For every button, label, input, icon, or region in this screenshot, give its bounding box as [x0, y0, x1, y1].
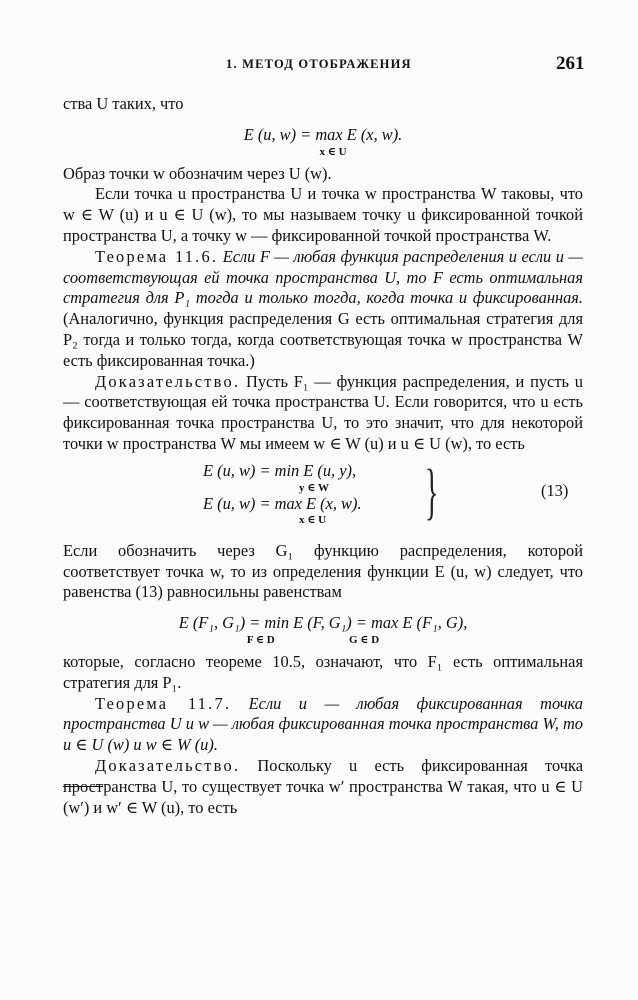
- struck-text: прост: [63, 776, 104, 796]
- theorem-label: Теорема 11.7.: [95, 693, 232, 713]
- equation-line-max: E (u, w) = max E (x, w).: [203, 493, 362, 513]
- equation-text: E (u, w) = max E (x, w).: [243, 124, 403, 144]
- page-number: 261: [556, 53, 585, 74]
- theorem-label: Теорема 11.6.: [95, 246, 219, 266]
- body-text: [63, 94, 583, 818]
- equation-system-13: [63, 457, 583, 533]
- equation-minmax: [63, 613, 583, 646]
- theorem-11-6: [63, 247, 583, 372]
- proof-1: [63, 372, 583, 455]
- paragraph-fixed-point-definition: Если точка u пространства U и точка w пространства W таковы, что w ∈ W (u) и u ∈ U (w), то мы называем точку u фиксированной точкой пространства U, а точку w — фиксированной точкой пространства W.: [63, 184, 583, 245]
- equation-text: E (F₁, G₁) = min E (F, G₁) = max E (F₁, G),: [178, 613, 468, 633]
- theorem-statement: Если u — любая фиксированная точка пространства U и w — любая фиксированная точка пространства W, то u ∈ U (w) и w ∈ W (u).: [63, 693, 583, 755]
- chapter-title: 1. МЕТОД ОТОБРАЖЕНИЯ: [226, 57, 412, 71]
- curly-brace-icon: }: [425, 457, 439, 526]
- equation-lines: [203, 461, 362, 527]
- proof-text-a: Поскольку u есть фиксированная точка: [257, 755, 583, 775]
- equation-subscript-min: y ∈ W: [299, 481, 329, 494]
- equation-line-min: E (u, w) = min E (u, y),: [203, 460, 357, 480]
- proof-label: Доказательство.: [95, 755, 241, 775]
- theorem-remark: (Аналогично, функция распределения G есть оптимальная стратегия для P₂ тогда и только тогда, когда соответствующая точка w пространства W есть фиксированная точка.): [63, 309, 583, 370]
- theorem-11-7: [63, 694, 583, 756]
- paragraph-equivalence: Если обозначить через G₁ функцию распределения, которой соответствует точка w, то из определения функции E (u, w) следует, что равенства (13) равносильны равенствам: [63, 540, 583, 602]
- proof-2: [63, 756, 583, 818]
- proof-text-b: ранства U, то существует точка w′ пространства W такая, что u ∈ U (w′) и w′ ∈ W (u), то есть: [63, 776, 583, 817]
- proof-text: Пусть F₁ — функция распределения, и пусть u — соответствующая ей точка пространства U. Если говорится, что u есть фиксированная точка пространства U, то это значит, что для некоторой точки w пространства W мы имеем w ∈ W (u) и u ∈ U (w), то есть: [63, 371, 583, 453]
- paragraph-image-definition: Образ точки w обозначим через U (w).: [63, 163, 332, 183]
- equation-subscript-max: x ∈ U: [299, 514, 327, 527]
- theorem-statement: Если F — любая функция распределения и если u — соответствующая ей точка пространства U, то F есть оптимальная стратегия для P₁ тогда и только тогда, когда точка u фиксированная.: [63, 246, 583, 308]
- running-header: [0, 53, 638, 81]
- equation-subscript: x ∈ U: [319, 145, 347, 158]
- equation-subscript: F ∈ D G ∈ D: [246, 633, 380, 646]
- equation-max: [63, 125, 583, 158]
- paragraph-continuation: ства U таких, что: [63, 94, 184, 113]
- paragraph-conclusion: которые, согласно теореме 10.5, означают, что F₁ есть оптимальная стратегия для P₁.: [63, 651, 583, 692]
- equation-number: (13): [541, 480, 569, 500]
- proof-label: Доказательство.: [95, 371, 241, 391]
